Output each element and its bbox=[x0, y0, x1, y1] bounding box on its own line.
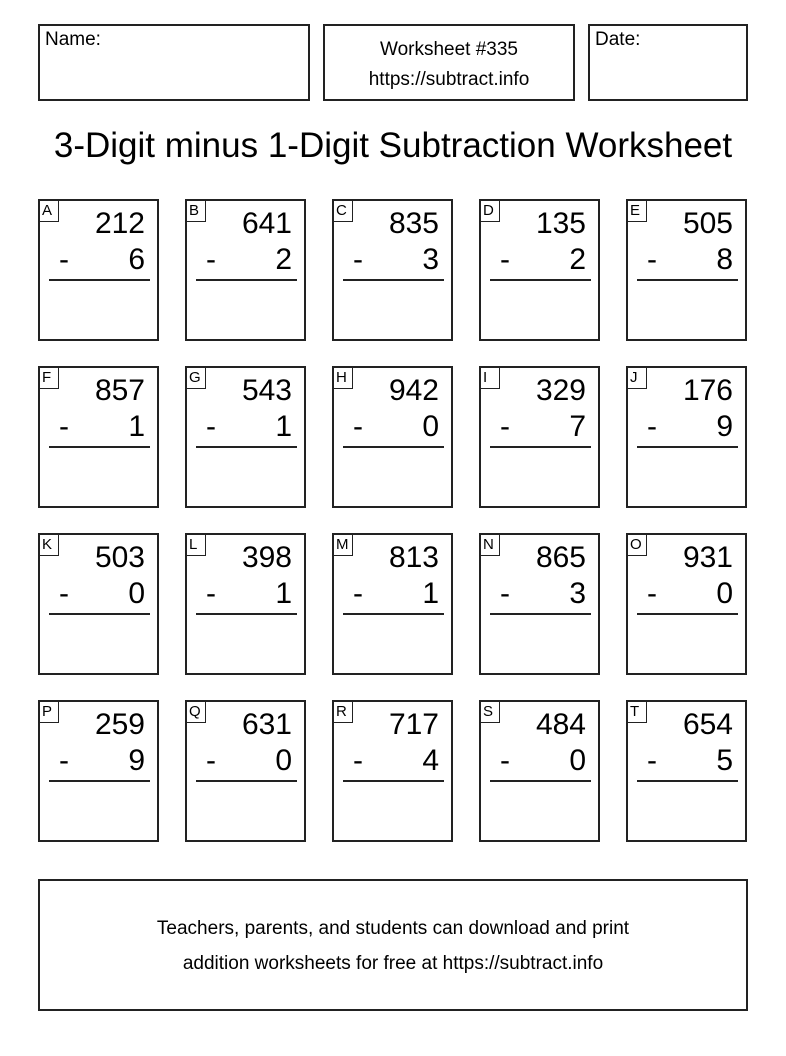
minuend: 176 bbox=[682, 374, 733, 407]
problem-box bbox=[185, 366, 306, 508]
problem-letter: G bbox=[186, 367, 206, 389]
answer-line bbox=[343, 279, 444, 281]
minus-sign: - bbox=[353, 577, 363, 610]
problem-box bbox=[479, 199, 600, 341]
subtrahend: 0 bbox=[569, 744, 586, 777]
problem-box bbox=[626, 533, 747, 675]
minuend: 329 bbox=[535, 374, 586, 407]
answer-line bbox=[343, 780, 444, 782]
minuend: 835 bbox=[388, 207, 439, 240]
answer-line bbox=[49, 279, 150, 281]
problem-letter: Q bbox=[186, 701, 206, 723]
subtrahend: 1 bbox=[275, 410, 292, 443]
answer-line bbox=[490, 279, 591, 281]
problem-letter: P bbox=[39, 701, 59, 723]
date-field[interactable] bbox=[588, 24, 748, 101]
subtrahend: 9 bbox=[716, 410, 733, 443]
subtrahend: 5 bbox=[716, 744, 733, 777]
answer-line bbox=[196, 446, 297, 448]
answer-line bbox=[490, 780, 591, 782]
minus-sign: - bbox=[647, 744, 657, 777]
problem-letter: D bbox=[480, 200, 500, 222]
minuend: 865 bbox=[535, 541, 586, 574]
problem-letter: K bbox=[39, 534, 59, 556]
minus-sign: - bbox=[353, 744, 363, 777]
problem-box bbox=[626, 366, 747, 508]
answer-line bbox=[343, 446, 444, 448]
worksheet-number: Worksheet #335 bbox=[379, 39, 518, 60]
minuend: 641 bbox=[241, 207, 292, 240]
problem-letter: B bbox=[186, 200, 206, 222]
minus-sign: - bbox=[353, 243, 363, 276]
minus-sign: - bbox=[647, 577, 657, 610]
problem-box bbox=[38, 366, 159, 508]
minuend: 503 bbox=[94, 541, 145, 574]
problem-letter: J bbox=[627, 367, 647, 389]
minus-sign: - bbox=[353, 410, 363, 443]
problem-letter: C bbox=[333, 200, 353, 222]
minus-sign: - bbox=[647, 243, 657, 276]
subtrahend: 0 bbox=[275, 744, 292, 777]
worksheet-url: https://subtract.info bbox=[368, 69, 530, 90]
subtrahend: 1 bbox=[275, 577, 292, 610]
name-label: Name: bbox=[45, 29, 101, 50]
subtrahend: 3 bbox=[569, 577, 586, 610]
minuend: 654 bbox=[682, 708, 733, 741]
subtrahend: 4 bbox=[422, 744, 439, 777]
subtrahend: 0 bbox=[128, 577, 145, 610]
footer-note bbox=[38, 879, 748, 1011]
minus-sign: - bbox=[206, 243, 216, 276]
subtrahend: 1 bbox=[128, 410, 145, 443]
problem-letter: S bbox=[480, 701, 500, 723]
answer-line bbox=[49, 446, 150, 448]
answer-line bbox=[490, 613, 591, 615]
answer-line bbox=[49, 613, 150, 615]
problem-box bbox=[479, 700, 600, 842]
subtrahend: 2 bbox=[275, 243, 292, 276]
minus-sign: - bbox=[206, 577, 216, 610]
problem-letter: T bbox=[627, 701, 647, 723]
minuend: 813 bbox=[388, 541, 439, 574]
problem-box bbox=[185, 700, 306, 842]
minus-sign: - bbox=[647, 410, 657, 443]
minuend: 135 bbox=[535, 207, 586, 240]
problem-letter: N bbox=[480, 534, 500, 556]
problem-letter: R bbox=[333, 701, 353, 723]
minuend: 484 bbox=[535, 708, 586, 741]
subtrahend: 3 bbox=[422, 243, 439, 276]
minus-sign: - bbox=[59, 243, 69, 276]
problem-box bbox=[38, 199, 159, 341]
minuend: 505 bbox=[682, 207, 733, 240]
problem-letter: L bbox=[186, 534, 206, 556]
problem-box bbox=[185, 533, 306, 675]
answer-line bbox=[637, 613, 738, 615]
minus-sign: - bbox=[59, 410, 69, 443]
problem-letter: M bbox=[333, 534, 353, 556]
problem-box bbox=[479, 366, 600, 508]
minuend: 543 bbox=[241, 374, 292, 407]
problem-box bbox=[185, 199, 306, 341]
minuend: 717 bbox=[388, 708, 439, 741]
minus-sign: - bbox=[59, 744, 69, 777]
date-label: Date: bbox=[595, 29, 641, 50]
minuend: 398 bbox=[241, 541, 292, 574]
subtrahend: 0 bbox=[716, 577, 733, 610]
subtrahend: 7 bbox=[569, 410, 586, 443]
problem-letter: I bbox=[480, 367, 500, 389]
problem-box bbox=[332, 199, 453, 341]
answer-line bbox=[637, 780, 738, 782]
minus-sign: - bbox=[59, 577, 69, 610]
problem-box bbox=[332, 366, 453, 508]
problem-letter: H bbox=[333, 367, 353, 389]
subtrahend: 9 bbox=[128, 744, 145, 777]
problem-letter: E bbox=[627, 200, 647, 222]
minuend: 857 bbox=[94, 374, 145, 407]
problem-letter: O bbox=[627, 534, 647, 556]
minuend: 259 bbox=[94, 708, 145, 741]
answer-line bbox=[196, 279, 297, 281]
footer-line-1: Teachers, parents, and students can download and print bbox=[156, 918, 630, 939]
answer-line bbox=[49, 780, 150, 782]
problem-box bbox=[332, 533, 453, 675]
subtrahend: 8 bbox=[716, 243, 733, 276]
footer-line-2: addition worksheets for free at https://subtract.info bbox=[182, 953, 604, 974]
problem-box bbox=[626, 700, 747, 842]
problem-letter: A bbox=[39, 200, 59, 222]
worksheet-info-box bbox=[323, 24, 575, 101]
answer-line bbox=[637, 279, 738, 281]
problem-box bbox=[38, 533, 159, 675]
problem-box bbox=[38, 700, 159, 842]
minus-sign: - bbox=[206, 410, 216, 443]
subtrahend: 1 bbox=[422, 577, 439, 610]
page-title: 3-Digit minus 1-Digit Subtraction Worksheet bbox=[53, 126, 733, 165]
minuend: 931 bbox=[682, 541, 733, 574]
minus-sign: - bbox=[500, 577, 510, 610]
minus-sign: - bbox=[500, 410, 510, 443]
subtrahend: 6 bbox=[128, 243, 145, 276]
problem-box bbox=[626, 199, 747, 341]
answer-line bbox=[196, 780, 297, 782]
minus-sign: - bbox=[500, 243, 510, 276]
problem-letter: F bbox=[39, 367, 59, 389]
minus-sign: - bbox=[500, 744, 510, 777]
name-field[interactable] bbox=[38, 24, 310, 101]
answer-line bbox=[637, 446, 738, 448]
minuend: 212 bbox=[94, 207, 145, 240]
minuend: 942 bbox=[388, 374, 439, 407]
problem-box bbox=[479, 533, 600, 675]
subtrahend: 2 bbox=[569, 243, 586, 276]
minus-sign: - bbox=[206, 744, 216, 777]
answer-line bbox=[196, 613, 297, 615]
answer-line bbox=[490, 446, 591, 448]
minuend: 631 bbox=[241, 708, 292, 741]
answer-line bbox=[343, 613, 444, 615]
problem-box bbox=[332, 700, 453, 842]
subtrahend: 0 bbox=[422, 410, 439, 443]
